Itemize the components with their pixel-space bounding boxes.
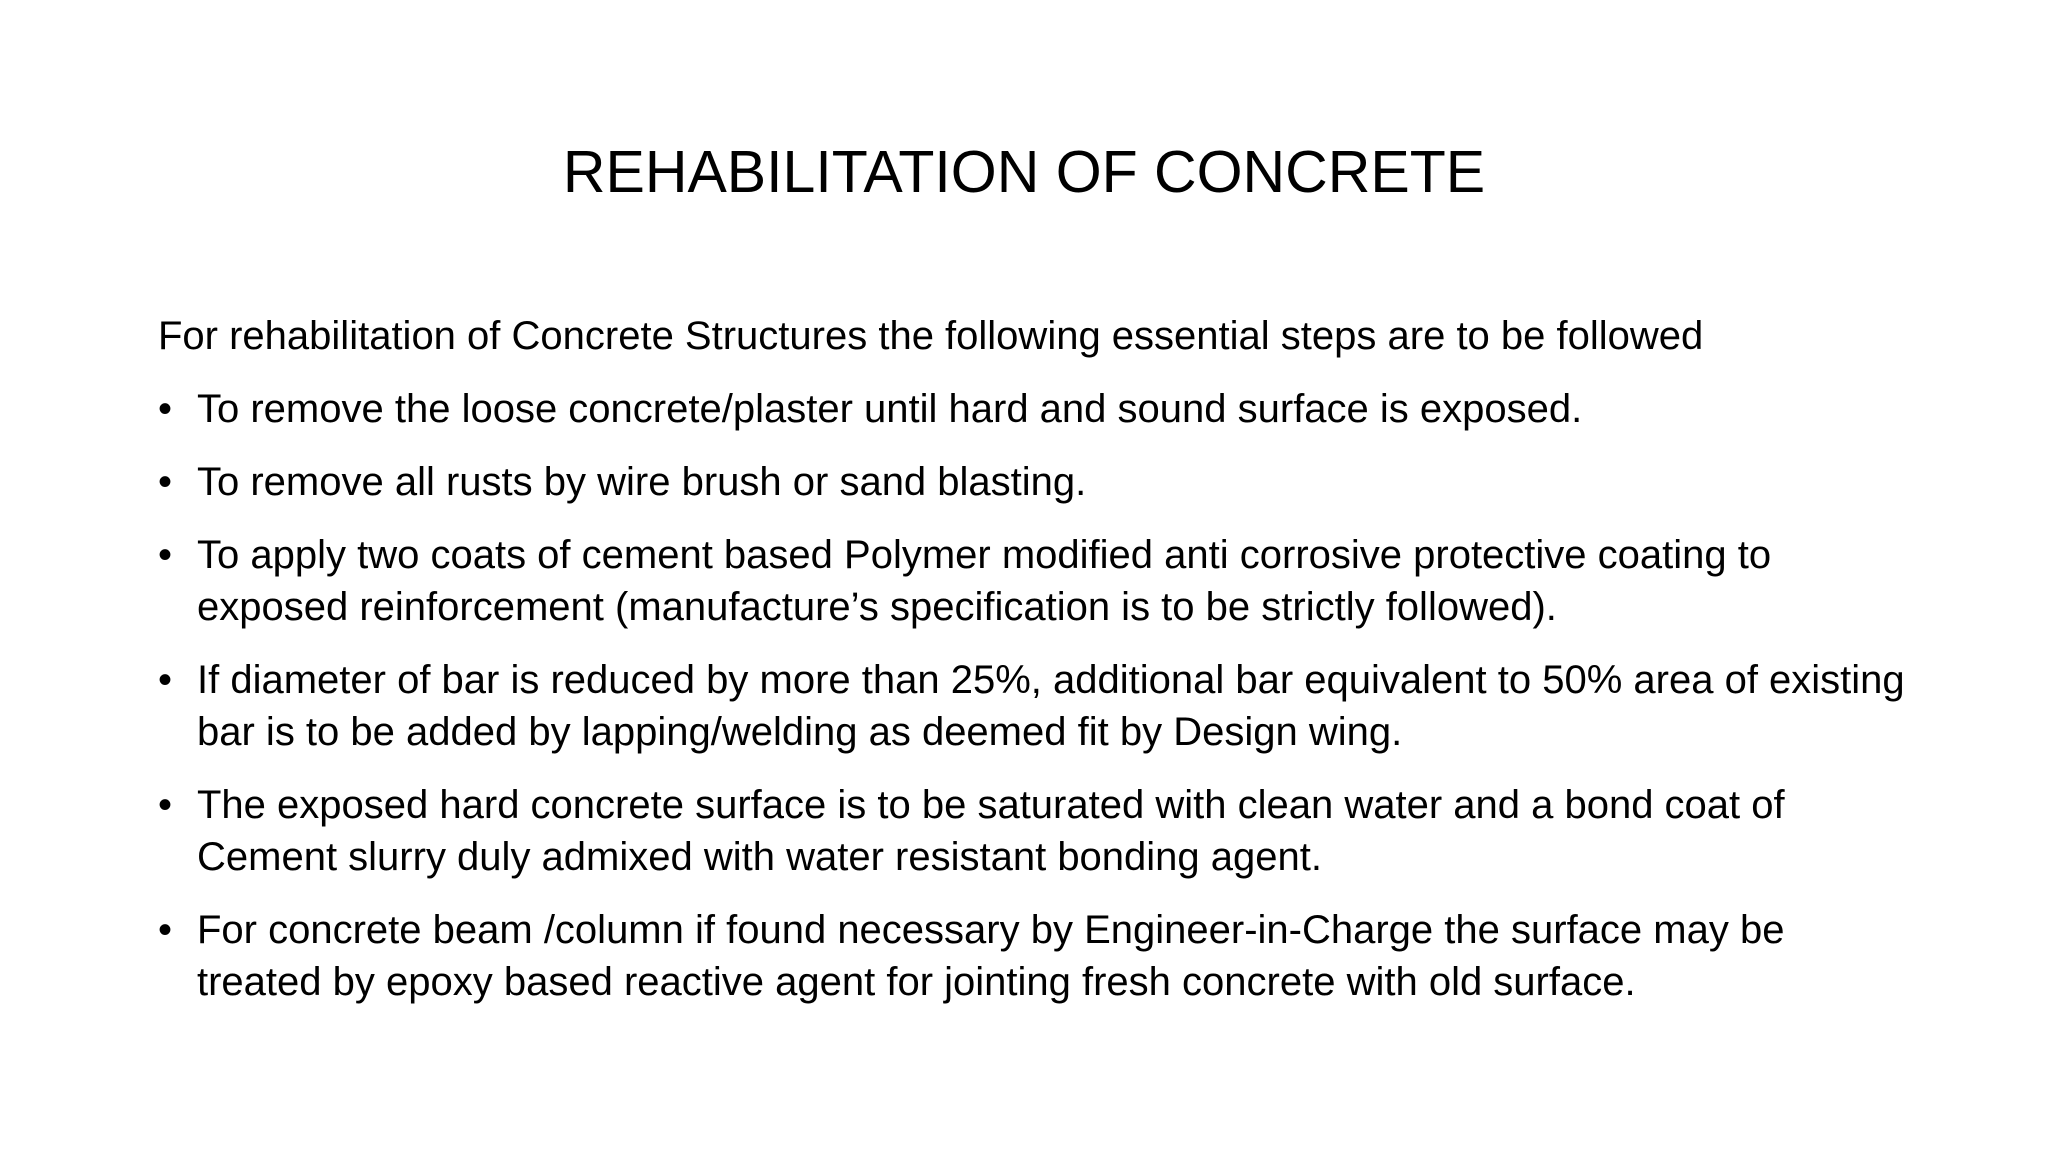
bullet-icon: •: [158, 387, 173, 431]
bullet-icon: •: [158, 783, 173, 827]
bullet-icon: •: [158, 908, 173, 952]
intro-text: For rehabilitation of Concrete Structures the following essential steps are to be followed: [158, 314, 1704, 358]
slide-title: REHABILITATION OF CONCRETE: [562, 139, 1486, 205]
bullet-item: [158, 654, 1918, 758]
bullet-list: [158, 383, 1918, 1008]
bullet-item: [158, 383, 1918, 435]
bullet-text: If diameter of bar is reduced by more than 25%, additional bar equivalent to 50% area of existing bar is to be added by lapping/welding as deemed fit by Design wing.: [197, 658, 1905, 754]
bullet-icon: •: [158, 533, 173, 577]
slide-content: [158, 310, 1918, 1029]
bullet-icon: •: [158, 460, 173, 504]
bullet-text: The exposed hard concrete surface is to be saturated with clean water and a bond coat of Cement slurry duly admixed with water resistant bonding agent.: [197, 783, 1785, 879]
bullet-text: To remove all rusts by wire brush or sand blasting.: [197, 460, 1087, 504]
bullet-item: [158, 779, 1918, 883]
bullet-item: [158, 529, 1918, 633]
bullet-item: [158, 456, 1918, 508]
bullet-text: To remove the loose concrete/plaster until hard and sound surface is exposed.: [197, 387, 1583, 431]
bullet-icon: •: [158, 658, 173, 702]
bullet-item: [158, 904, 1918, 1008]
bullet-text: To apply two coats of cement based Polymer modified anti corrosive protective coating to exposed reinforcement (manufacture’s specification is to be strictly followed).: [197, 533, 1772, 629]
bullet-text: For concrete beam /column if found necessary by Engineer-in-Charge the surface may be treated by epoxy based reactive agent for jointing fresh concrete with old surface.: [197, 908, 1785, 1004]
